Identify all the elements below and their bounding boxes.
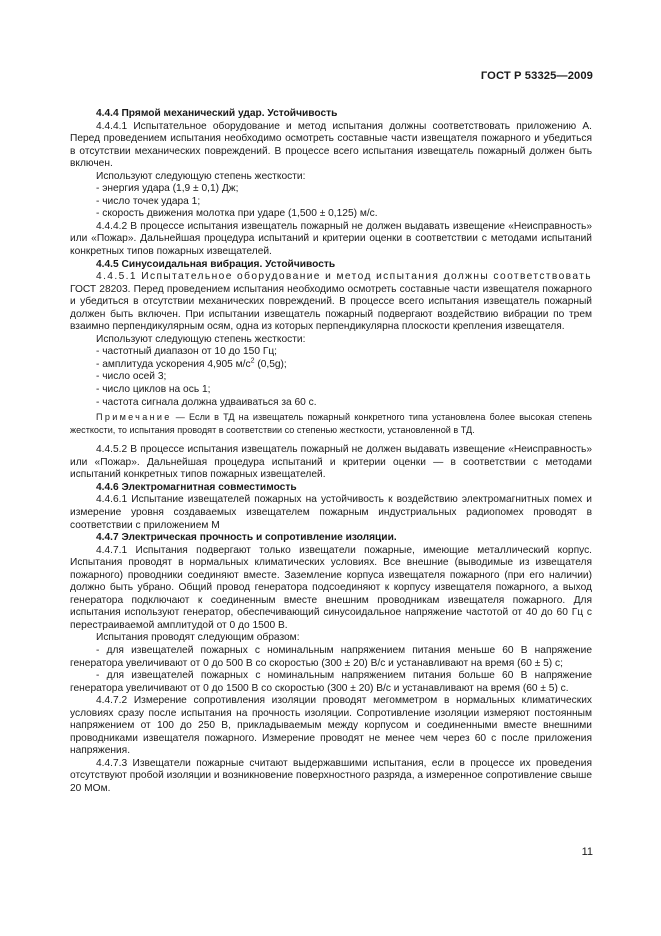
section-heading: 4.4.6 Электромагнитная совместимость — [96, 481, 297, 493]
list-item: - для извещателей пожарных с номинальным напряжением питания больше 60 В напряжение генератора увеличивают от 0 до 1500 В со скоростью (300 ± 20) В/с и устанавливают на время (60 ± 5) с. — [70, 670, 592, 694]
paragraph: Используют следующую степень жесткости: — [96, 333, 306, 345]
document-body — [70, 108, 592, 796]
list-item: - число осей 3; — [96, 371, 167, 383]
document-id: ГОСТ Р 53325—2009 — [480, 70, 593, 82]
page-number: 11 — [581, 846, 593, 858]
paragraph-lead: 4.4.5.1 Испытательное оборудование и метод испытания должны соответствовать — [96, 271, 592, 283]
paragraph: 4.4.7.3 Извещатели пожарные считают выдержавшими испытания, если в процессе их проведения отсутствуют пробой изоляции и возникновение поверхностного разряда, а измеренное сопротивление свыше 20 МОм. — [70, 757, 592, 794]
superscript: 2 — [250, 357, 255, 365]
list-item: - частота сигнала должна удваиваться за 60 с. — [96, 396, 317, 408]
note-label: Примечание — [96, 412, 172, 423]
list-item: - энергия удара (1,9 ± 0,1) Дж; — [96, 183, 239, 195]
paragraph: 4.4.6.1 Испытание извещателей пожарных на устойчивость к воздействию электромагнитных помех и измерение уровня создаваемых извещателем пожарным индустриальных радиопомех проводят в соответствии с приложением М — [70, 494, 592, 531]
paragraph: 4.4.4.2 В процессе испытания извещатель пожарный не должен выдавать извещение «Неисправность» или «Пожар». Дальнейшая процедура испытаний и критерии оценки в соответствии с методами испытаний конкретных типов пожарных извещателей. — [70, 220, 592, 258]
list-text: - амплитуда ускорения 4,905 м/с — [96, 358, 251, 370]
paragraph — [70, 271, 592, 334]
note — [70, 411, 592, 436]
paragraph-rest: ГОСТ 28203. Перед проведением испытания необходимо осмотреть составные части извещателя пожарного и убедиться в отсутствии механических повреждений. В процессе всего испытания извещатель пожарный должен быть включен. При испытании извещатель пожарный подвергают воздействию вибрации по трем взаимно перпендикулярным осям, одна из которых перпендикулярна плоскости крепления извещателя. — [70, 283, 592, 333]
paragraph: Испытания проводят следующим образом: — [96, 632, 300, 644]
paragraph: 4.4.7.1 Испытания подвергают только извещатели пожарные, имеющие металлический корпус. Испытания проводят в нормальных климатических условиях. Все внешние (выводимые из извещателя пожарного) проводники соединяют вместе. Заземление корпуса извещателя пожарного (при его наличии) должно быть убрано. Общий провод генератора подсоединяют к корпусу извещателя пожарного, а выход генератора подключают к соединенным вместе внешним проводникам извещателя пожарного. Для испытания используют генератор, обеспечивающий синусоидальное напряжение частотой от 40 до 60 Гц с перестраиваемой амплитудой от 0 до 1500 В. — [70, 544, 592, 631]
list-item: - частотный диапазон от 10 до 150 Гц; — [96, 346, 278, 358]
paragraph: 4.4.7.2 Измерение сопротивления изоляции проводят мегомметром в нормальных климатических условиях сразу после испытания на прочность изоляции. Сопротивление изоляции измеряют постоянным напряжением от 100 до 250 В, прикладываемым между корпусом и соединенными вместе внешними проводниками извещателя пожарного. Измерение проводят не менее чем через 60 с после приложения напряжения. — [70, 695, 592, 757]
paragraph: Используют следующую степень жесткости: — [96, 170, 306, 182]
list-item: - для извещателей пожарных с номинальным напряжением питания меньше 60 В напряжение генератора увеличивают от 0 до 500 В со скоростью (300 ± 20) В/с и устанавливают на время (60 ± 5) с; — [70, 644, 592, 669]
list-item: - число точек удара 1; — [96, 195, 201, 207]
list-item — [70, 359, 592, 372]
section-heading: 4.4.5 Синусоидальная вибрация. Устойчивость — [96, 258, 336, 270]
section-heading: 4.4.7 Электрическая прочность и сопротивление изоляции. — [96, 532, 397, 544]
list-item: - скорость движения молотка при ударе (1,500 ± 0,125) м/с. — [96, 208, 378, 220]
list-item: - число циклов на ось 1; — [96, 384, 211, 396]
paragraph: 4.4.4.1 Испытательное оборудование и метод испытания должны соответствовать приложению А. Перед проведением испытания необходимо осмотреть составные части извещателя пожарного и убедиться в отсутствии механических повреждений. В процессе всего испытания извещатель пожарный должен быть включен. — [70, 120, 592, 170]
list-text: (0,5g); — [254, 358, 287, 370]
note-text: — Если в ТД на извещатель пожарный конкретного типа установлена более высокая степень жесткости, то испытания проводят в соответствии со степенью жесткости, установленной в ТД. — [70, 412, 592, 435]
section-heading: 4.4.4 Прямой механический удар. Устойчивость — [96, 108, 338, 119]
paragraph: 4.4.5.2 В процессе испытания извещатель пожарный не должен выдавать извещение «Неисправность» или «Пожар». Дальнейшая процедура испытаний и критерии оценки — в соответствии с методами испытаний конкретных типов пожарных извещателей. — [70, 444, 592, 481]
